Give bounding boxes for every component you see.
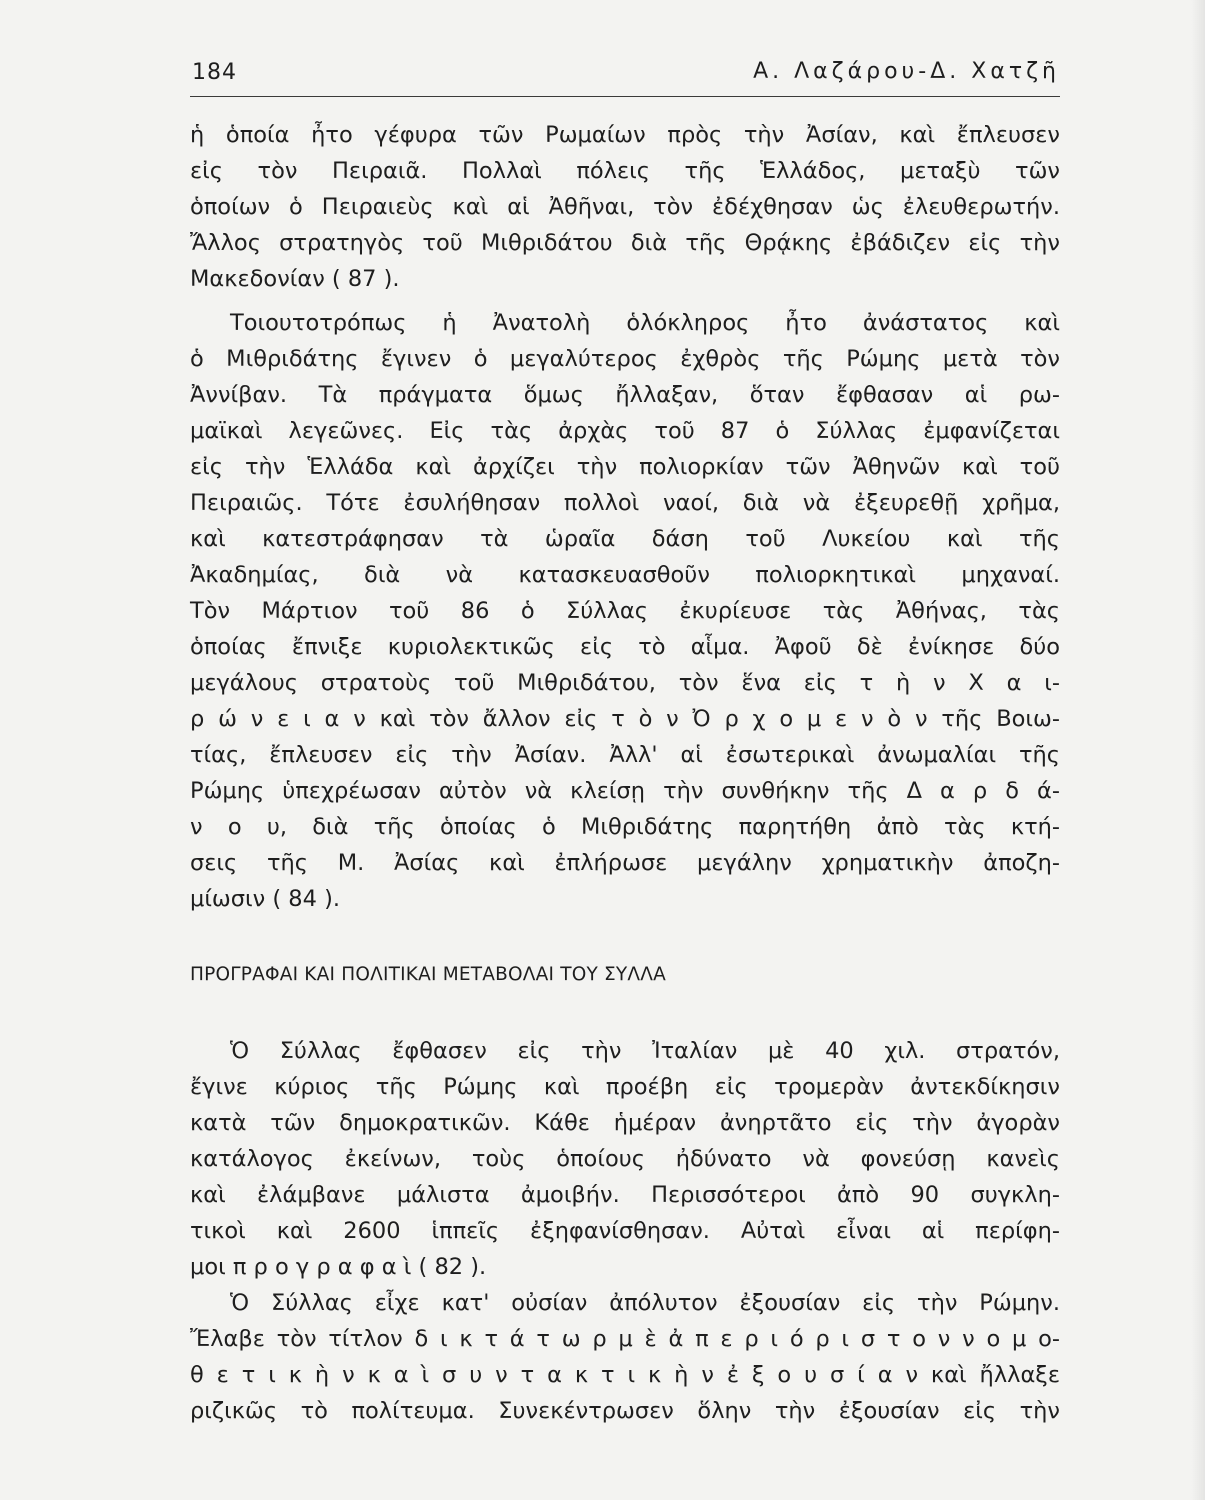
body-text xyxy=(190,117,1060,1429)
text-line: ἡ ὁποία ἦτο γέφυρα τῶν Ρωμαίων πρὸς τὴν Ἀσίαν, καὶ ἔπλευσεν xyxy=(190,122,1060,148)
paragraph-4 xyxy=(190,1285,1060,1429)
text-line: Ὁ Σύλλας εἶχε κατ' οὐσίαν ἀπόλυτον ἐξουσίαν εἰς τὴν Ρώμην. xyxy=(230,1290,1060,1316)
text-line: μαϊκαὶ λεγεῶνες. Εἰς τὰς ἀρχὰς τοῦ 87 ὁ Σύλλας ἐμφανίζεται xyxy=(190,418,1060,444)
text-line: εἰς τὸν Πειραιᾶ. Πολλαὶ πόλεις τῆς Ἑλλάδος, μεταξὺ τῶν xyxy=(190,158,1060,184)
text-line: ριζικῶς τὸ πολίτευμα. Συνεκέντρωσεν ὅλην τὴν ἐξουσίαν εἰς τὴν xyxy=(190,1398,1060,1424)
running-head: Α. Λαζάρου-Δ. Χατζῆ xyxy=(753,59,1060,84)
text-line: τικοὶ καὶ 2600 ἱππεῖς ἐξηφανίσθησαν. Αὐταὶ εἶναι αἱ περίφη- xyxy=(190,1218,1060,1244)
paragraph-2 xyxy=(190,305,1060,917)
text-line: Ἔλαβε τὸν τίτλον δ ι κ τ ά τ ω ρ μ ὲ ἀ π ε ρ ι ό ρ ι σ τ ο ν ν ο μ ο- xyxy=(190,1326,1060,1352)
section-heading: ΠΡΟΓΡΑΦΑΙ ΚΑΙ ΠΟΛΙΤΙΚΑΙ ΜΕΤΑΒΟΛΑΙ ΤΟΥ ΣΥΛΛΑ xyxy=(190,964,666,985)
text-line: Τὸν Μάρτιον τοῦ 86 ὁ Σύλλας ἐκυρίευσε τὰς Ἀθήνας, τὰς xyxy=(190,598,1060,624)
text-line: ὁ Μιθριδάτης ἔγινεν ὁ μεγαλύτερος ἐχθρὸς τῆς Ρώμης μετὰ τὸν xyxy=(190,346,1060,372)
text-line: ρ ώ ν ε ι α ν καὶ τὸν ἄλλον εἰς τ ὸ ν Ὀ ρ χ ο μ ε ν ὸ ν τῆς Βοιω- xyxy=(190,706,1060,732)
text-line: Πειραιῶς. Τότε ἐσυλήθησαν πολλοὶ ναοί, διὰ νὰ ἐξευρεθῇ χρῆμα, xyxy=(190,490,1060,516)
text-line: τίας, ἔπλευσεν εἰς τὴν Ἀσίαν. Ἀλλ' αἱ ἐσωτερικαὶ ἀνωμαλίαι τῆς xyxy=(190,742,1060,768)
text-line: ἔγινε κύριος τῆς Ρώμης καὶ προέβη εἰς τρομερὰν ἀντεκδίκησιν xyxy=(190,1074,1060,1100)
text-line: Ἀννίβαν. Τὰ πράγματα ὅμως ἤλλαξαν, ὅταν ἔφθασαν αἱ ρω- xyxy=(190,382,1060,408)
text-line: Ἀκαδημίας, διὰ νὰ κατασκευασθοῦν πολιορκητικαὶ μηχαναί. xyxy=(190,562,1060,588)
text-line: κατὰ τῶν δημοκρατικῶν. Κάθε ἡμέραν ἀνηρτᾶτο εἰς τὴν ἀγορὰν xyxy=(190,1110,1060,1136)
text-line: σεις τῆς Μ. Ἀσίας καὶ ἐπλήρωσε μεγάλην χρηματικὴν ἀποζη- xyxy=(190,850,1060,876)
text-line: θ ε τ ι κ ὴ ν κ α ὶ σ υ ν τ α κ τ ι κ ὴ ν ἐ ξ ο υ σ ί α ν καὶ ἤλλαξε xyxy=(190,1362,1060,1388)
text-line: Τοιουτοτρόπως ἡ Ἀνατολὴ ὁλόκληρος ἦτο ἀνάστατος καὶ xyxy=(230,310,1060,336)
text-line: κατάλογος ἐκείνων, τοὺς ὁποίους ἠδύνατο νὰ φονεύσῃ κανεὶς xyxy=(190,1146,1060,1172)
text-line: Ὁ Σύλλας ἔφθασεν εἰς τὴν Ἰταλίαν μὲ 40 χιλ. στρατόν, xyxy=(230,1038,1060,1064)
text-line: εἰς τὴν Ἑλλάδα καὶ ἀρχίζει τὴν πολιορκίαν τῶν Ἀθηνῶν καὶ τοῦ xyxy=(190,454,1060,480)
text-line: ν ο υ, διὰ τῆς ὁποίας ὁ Μιθριδάτης παρητήθη ἀπὸ τὰς κτή- xyxy=(190,814,1060,840)
text-line: Ἄλλος στρατηγὸς τοῦ Μιθριδάτου διὰ τῆς Θρᾴκης ἐβάδιζεν εἰς τὴν xyxy=(190,230,1060,256)
text-line: μίωσιν ( 84 ). xyxy=(190,886,341,912)
paragraph-1 xyxy=(190,117,1060,297)
text-line: μεγάλους στρατοὺς τοῦ Μιθριδάτου, τὸν ἕνα εἰς τ ὴ ν Χ α ι- xyxy=(190,670,1060,696)
text-line: καὶ ἐλάμβανε μάλιστα ἀμοιβήν. Περισσότεροι ἀπὸ 90 συγκλη- xyxy=(190,1182,1060,1208)
text-line: Ρώμης ὑπεχρέωσαν αὐτὸν νὰ κλείσῃ τὴν συνθήκην τῆς Δ α ρ δ ά- xyxy=(190,778,1060,804)
text-line: καὶ κατεστράφησαν τὰ ὡραῖα δάση τοῦ Λυκείου καὶ τῆς xyxy=(190,526,1060,552)
text-line: ὁποίων ὁ Πειραιεὺς καὶ αἱ Ἀθῆναι, τὸν ἐδέχθησαν ὡς ἐλευθερωτήν. xyxy=(190,194,1060,220)
page-header xyxy=(190,50,1060,97)
text-line: μοι π ρ ο γ ρ α φ α ὶ ( 82 ). xyxy=(190,1254,487,1280)
page-edge-shadow xyxy=(1191,0,1205,1500)
text-line: Μακεδονίαν ( 87 ). xyxy=(190,266,400,292)
paragraph-3 xyxy=(190,1033,1060,1285)
text-line: ὁποίας ἔπνιξε κυριολεκτικῶς εἰς τὸ αἷμα. Ἀφοῦ δὲ ἐνίκησε δύο xyxy=(190,634,1060,660)
page-number: 184 xyxy=(192,60,237,85)
paragraph-gap xyxy=(190,297,1060,305)
